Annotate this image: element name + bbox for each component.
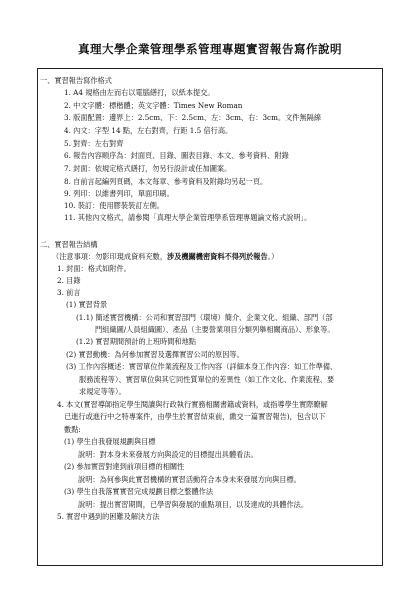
format-item-5: 5. 對齊：左右對齊	[64, 139, 124, 148]
structure-item-cover: 1. 封面：格式如附件。	[57, 264, 131, 273]
format-item-10: 10. 裝訂：使用膠裝裝訂左側。	[64, 201, 164, 210]
body-cont-2: 數點:	[64, 425, 81, 434]
preface-motivation: (2) 實習動機：為何參加實習及選擇實習公司的原因等。	[66, 350, 244, 359]
note-warning: 涉及機關機密資料不得列於報告	[167, 252, 268, 261]
background-item-1-2: (1.2) 實習期間預計的上班時間和地點	[76, 337, 196, 346]
format-item-7: 7. 封面：依規定格式繕打，勿另行設計或任加圖案。	[64, 164, 232, 173]
document-title: 真理大學企業管理學系管理專題實習報告寫作說明	[78, 42, 342, 56]
background-item-1-1: (1.1) 簡述實習機構：公司和實習部門（環境）簡介、企業文化、組織、部門（部	[76, 313, 333, 322]
structure-item-body: 4. 本文(實習導師指定學生閱讀與行政執行實務相關書籍或資料，或指導學生實際瞭解	[57, 400, 328, 409]
format-item-11: 11. 其他內文格式，請參閱「真理大學企業管理學系管理專題論文格式說明」。	[64, 213, 312, 222]
work-content-cont-2: 求規定等等）。	[79, 387, 126, 396]
note-end: 。）	[267, 252, 279, 261]
format-item-2: 2. 中文字體：標楷體；英文字體：Times New Roman	[64, 101, 243, 110]
structure-item-difficulties: 5. 實習中遇到的困難及解決方法	[57, 512, 160, 521]
format-item-9: 9. 列印：以維書列印，單面印刷。	[64, 189, 174, 198]
section-1-heading: 一、實習報告寫作格式	[40, 76, 112, 85]
work-content-cont-1: 服務流程等）、實習單位與其它同性質單位的差異性（如工作文化、作業流程、要	[79, 375, 335, 384]
format-item-6: 6. 報告內容順序為：封面頁、目錄、圖表目錄、本文、參考資料、附錄	[64, 151, 289, 160]
format-item-3: 3. 版面配置：邊界上：2.5cm、下：2.5cm、左：3cm、右：3cm。文件無隔線	[64, 113, 322, 122]
body-point-3-desc: 說明：提出實習期間，已學習與發展的重點項目，以及達成的具體作法。	[78, 500, 309, 509]
structure-note	[52, 252, 278, 261]
preface-background: (1) 實習背景	[66, 300, 108, 309]
structure-item-toc: 2. 目錄	[57, 276, 81, 285]
body-point-1: (1) 學生自我發展規劃與目標	[64, 437, 156, 446]
body-point-2: (2) 參加實習對達到前項目標的相關性	[64, 462, 185, 471]
note-text: （注意事項：勿影印現成資料充數，	[52, 252, 168, 261]
body-cont-1: 已進行或進行中之特專案件，由學生於實習結束前，繳交一篇實習報告)，包含以下	[64, 412, 326, 421]
structure-item-preface: 3. 前言	[57, 288, 81, 297]
body-point-3: (3) 學生自我落實實習完成規劃目標之整體作法	[64, 487, 214, 496]
body-point-2-desc: 說明：為何參與此實習機構的實習活動符合本身未來發展方向與目標。	[78, 475, 301, 484]
body-point-1-desc: 說明：對本身未來發展方向與設定的目標提出具體看法。	[78, 450, 258, 459]
format-item-1: 1. A4 規格由左而右以電腦繕打，以紙本提交。	[64, 88, 215, 97]
preface-work-content: (3) 工作內容概述：實習單位作業流程及工作內容（詳細本身工作內容：如工作準備、	[66, 362, 338, 371]
background-item-1-1-cont: 門組織圖/人員組織圖）、產品（主要營業項目分類列舉相關商品）、形象等。	[95, 325, 335, 334]
format-item-4: 4. 內文：字型 14 點，左右對齊，行距 1.5 倍行高。	[64, 126, 233, 135]
section-2-heading: 二、實習報告結構	[40, 240, 98, 249]
format-item-8: 8. 自前言起編列頁碼，本文每章、參考資料及附錄均另起一頁。	[64, 177, 268, 186]
